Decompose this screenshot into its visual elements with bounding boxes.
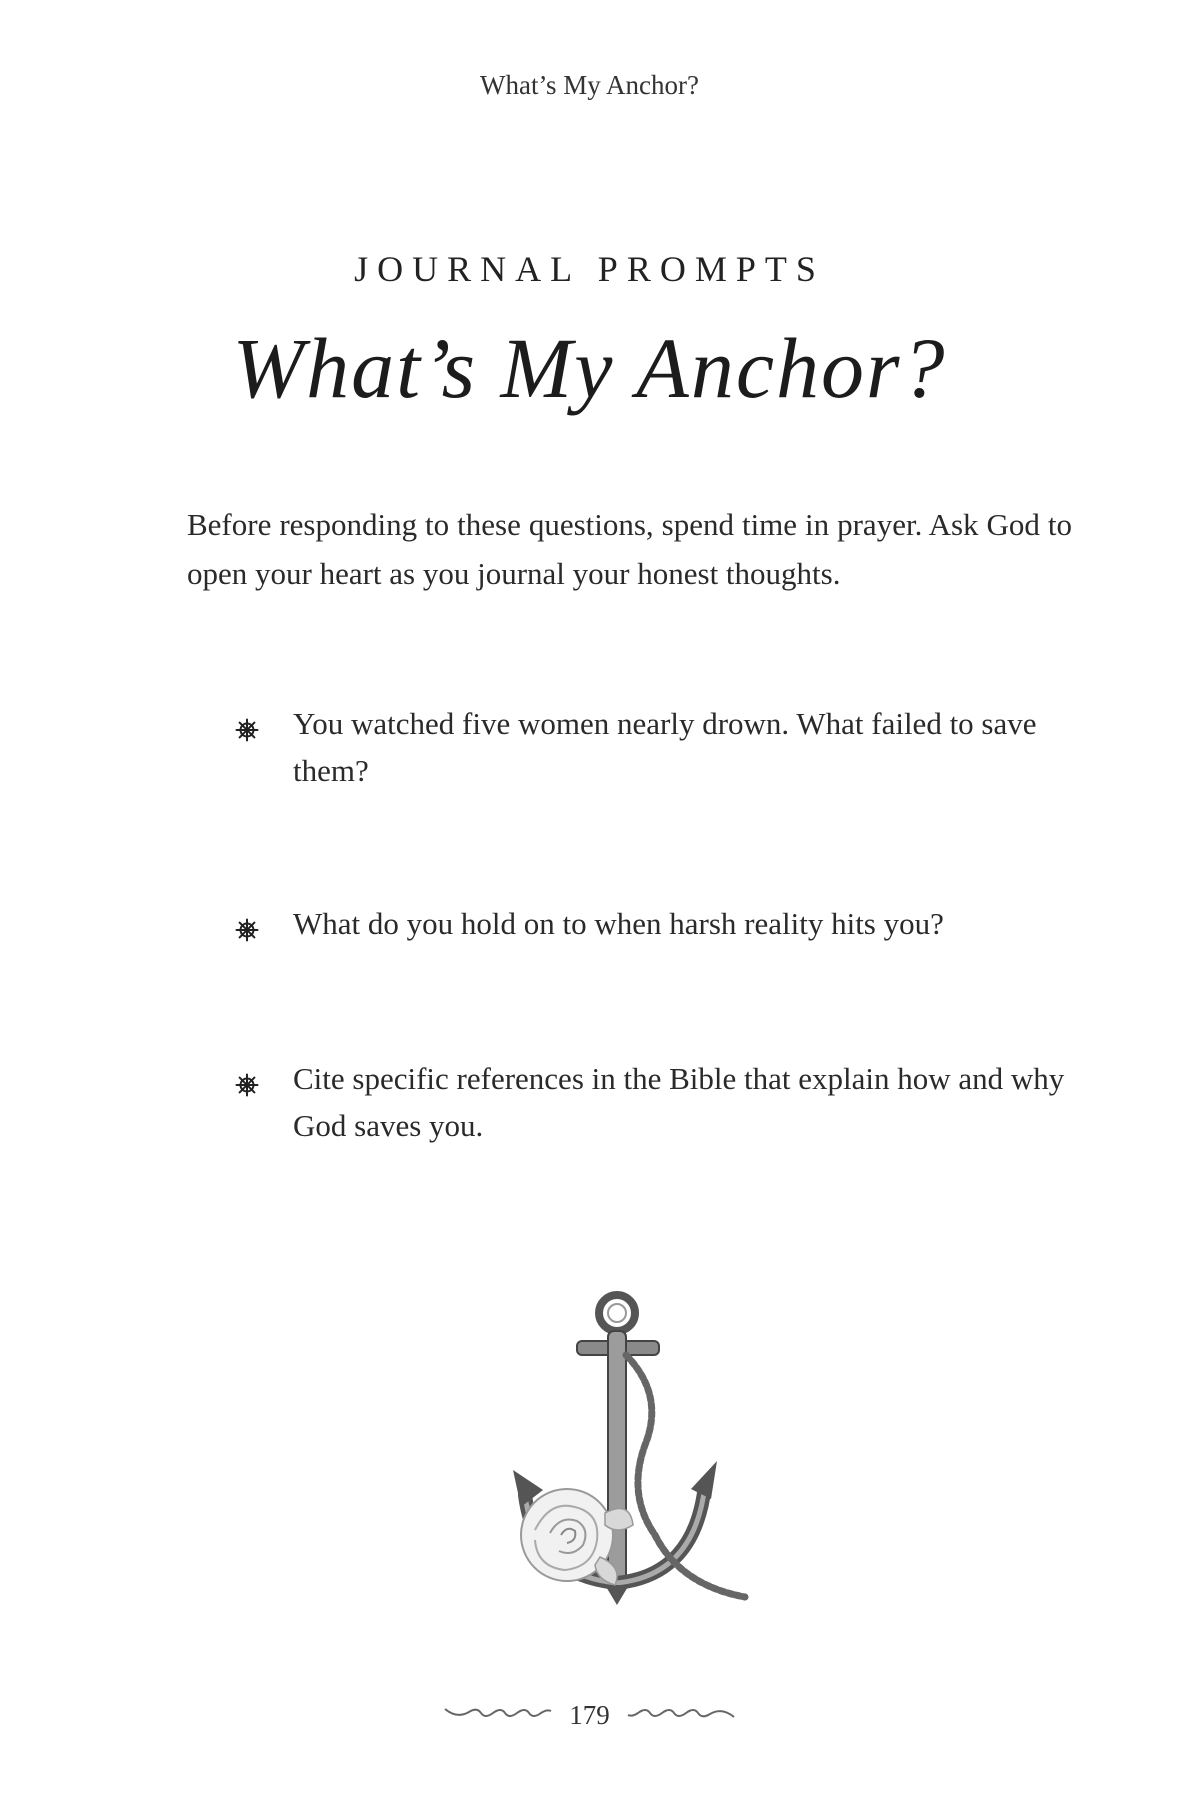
- prompt-text: You watched five women nearly drown. What failed to save them?: [293, 706, 1037, 788]
- anchor-with-rose-illustration: [505, 1285, 765, 1630]
- prompt-text: Cite specific references in the Bible that explain how and why God saves you.: [293, 1061, 1065, 1143]
- page-number: 179: [569, 1700, 610, 1730]
- ship-wheel-icon: [235, 700, 293, 755]
- wave-ornament-left-icon: [443, 1703, 553, 1728]
- ship-wheel-icon: [235, 1055, 293, 1110]
- prompt-item: [235, 900, 1075, 955]
- page-footer: [0, 1700, 1179, 1731]
- prompt-item: [235, 1055, 1075, 1149]
- intro-paragraph: Before responding to these questions, spend time in prayer. Ask God to open your heart as you journal your honest thoughts.: [187, 507, 1072, 591]
- prompt-text: What do you hold on to when harsh reality hits you?: [293, 906, 944, 941]
- prompt-item: [235, 700, 1075, 794]
- wave-ornament-right-icon: [626, 1703, 736, 1728]
- running-head: What’s My Anchor?: [480, 70, 699, 100]
- page-title: What’s My Anchor?: [232, 320, 947, 416]
- section-label: JOURNAL PROMPTS: [354, 249, 825, 289]
- ship-wheel-icon: [235, 900, 293, 955]
